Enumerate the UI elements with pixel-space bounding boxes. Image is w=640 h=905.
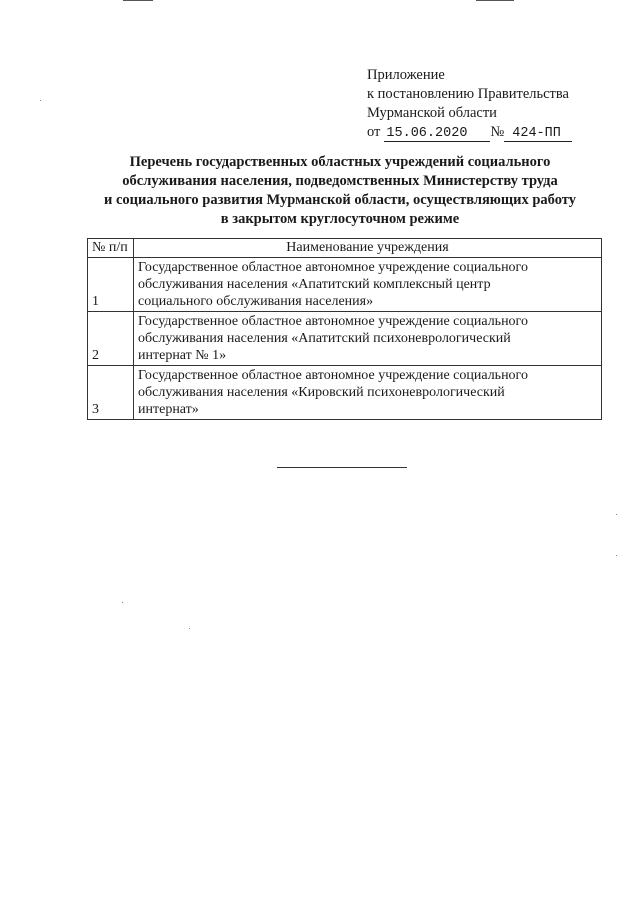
institution-name	[134, 258, 602, 312]
institution-name-line: Государственное областное автономное учреждение социального	[138, 368, 528, 383]
scan-edge-mark	[123, 0, 153, 1]
appendix-title: Приложение	[367, 67, 445, 83]
table-row	[88, 366, 602, 420]
from-label: от	[367, 124, 381, 140]
institution-name	[134, 366, 602, 420]
institution-name-line: Государственное областное автономное учреждение социального	[138, 260, 528, 275]
header-name: Наименование учреждения	[134, 239, 602, 258]
end-of-list-rule	[277, 467, 407, 468]
row-number: 3	[88, 366, 134, 420]
resolution-date: 15.06.2020	[384, 126, 490, 142]
header-number: № п/п	[88, 239, 134, 258]
title-line: обслуживания населения, подведомственных Министерству труда	[122, 173, 558, 189]
appendix-region: Мурманской области	[367, 105, 497, 121]
title-line: и социального развития Мурманской области, осуществляющих работу	[104, 192, 576, 208]
institutions-table	[87, 238, 602, 420]
title-line: в закрытом круглосуточном режиме	[220, 211, 460, 227]
appendix-order-line	[367, 123, 572, 142]
institution-name-line: обслуживания населения «Апатитский комплексный центр	[138, 277, 491, 292]
institution-name	[134, 312, 602, 366]
table-header-row	[88, 239, 602, 258]
row-number: 2	[88, 312, 134, 366]
institution-name-line: обслуживания населения «Кировский психоневрологический	[138, 385, 505, 400]
table-row	[88, 312, 602, 366]
scan-speck	[40, 100, 41, 101]
table-row	[88, 258, 602, 312]
institution-name-line: обслуживания населения «Апатитский психоневрологический	[138, 331, 511, 346]
scan-speck	[616, 555, 617, 556]
document-title	[80, 153, 600, 229]
institution-name-line: интернат № 1»	[138, 348, 227, 363]
scan-edge-mark	[476, 0, 514, 1]
scan-speck	[122, 602, 123, 603]
institution-name-line: социального обслуживания населения»	[138, 294, 374, 309]
institution-name-line: интернат»	[138, 402, 199, 417]
appendix-resolution-ref: к постановлению Правительства	[367, 86, 569, 102]
appendix-block	[367, 66, 572, 142]
title-line: Перечень государственных областных учреждений социального	[129, 154, 551, 170]
row-number: 1	[88, 258, 134, 312]
scan-speck	[189, 628, 190, 629]
scan-speck	[616, 514, 617, 515]
number-label: №	[490, 124, 505, 140]
institution-name-line: Государственное областное автономное учреждение социального	[138, 314, 528, 329]
resolution-number: 424-ПП	[504, 126, 572, 142]
